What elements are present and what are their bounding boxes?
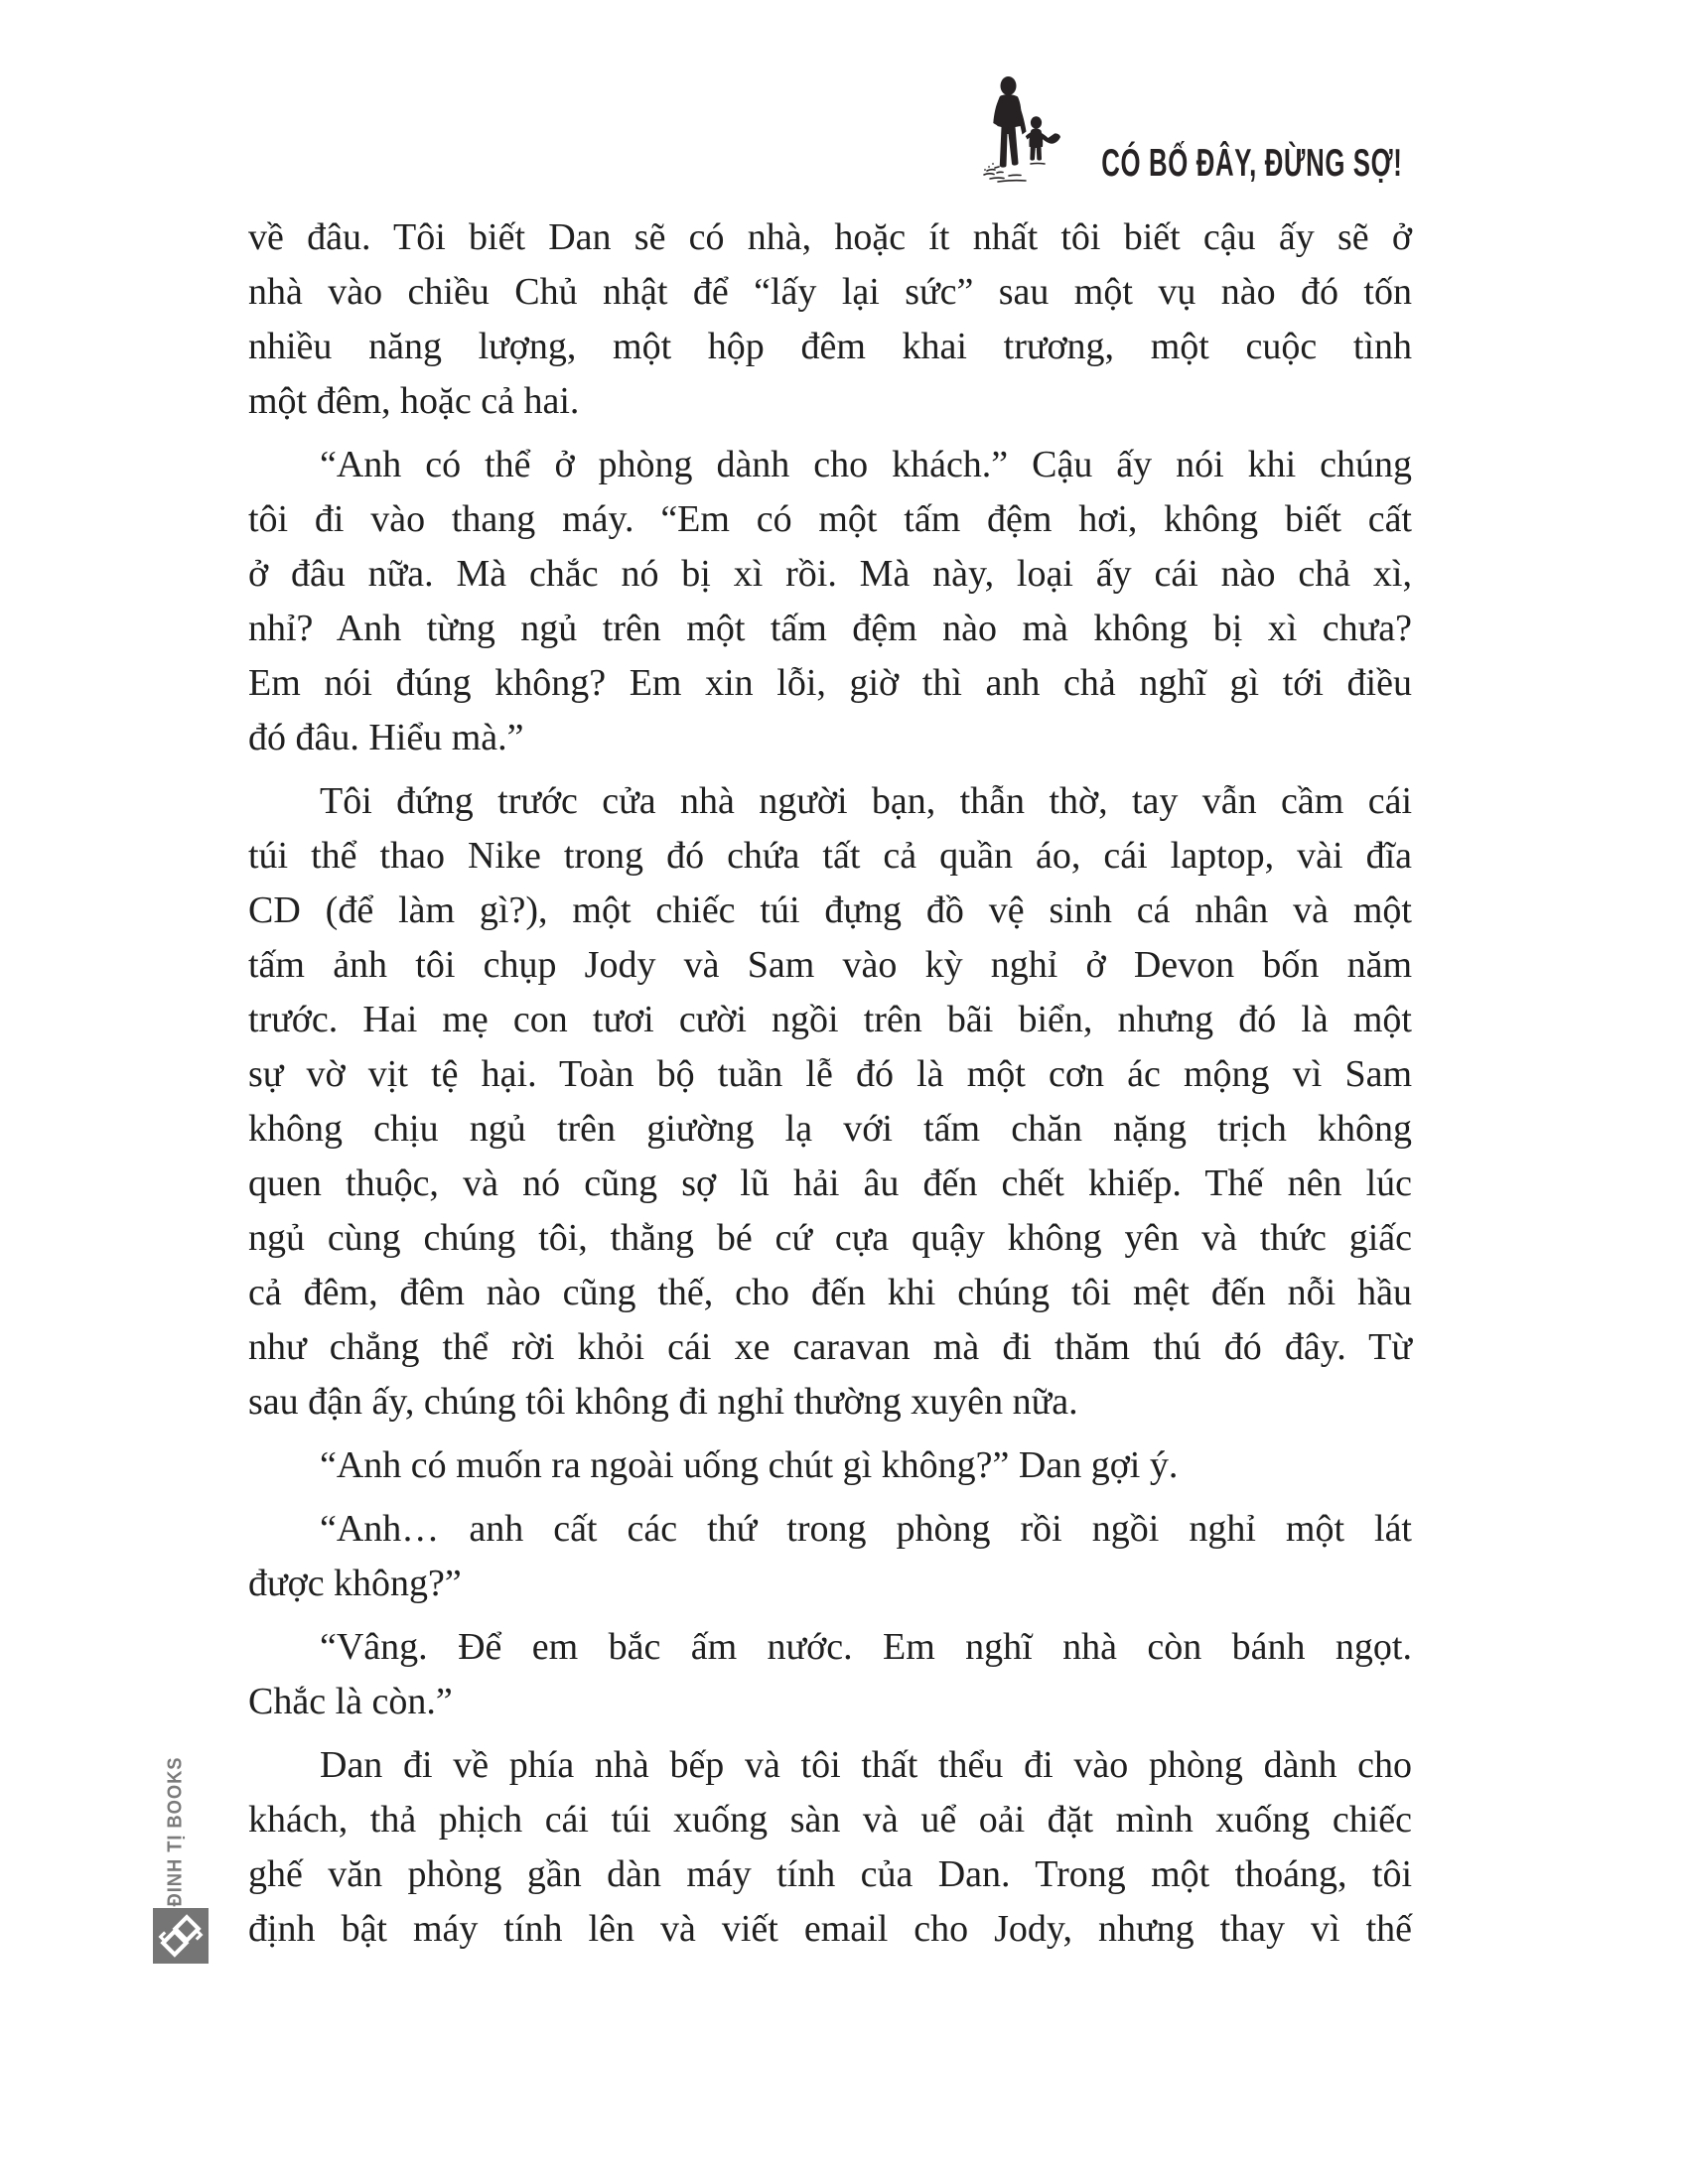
paragraph [248,210,1412,429]
text-block [248,210,1412,1966]
text-line: “Anh… anh cất các thứ trong phòng rồi ngồi nghỉ một lát [320,1508,1412,1550]
paragraph [248,1738,1412,1957]
text-line: tôi đi vào thang máy. “Em có một tấm đệm hơi, không biết cất [248,498,1412,540]
paragraph [248,1502,1412,1611]
text-line: tấm ảnh tôi chụp Jody và Sam vào kỳ nghỉ ở Devon bốn năm [248,944,1412,986]
text-line: như chẳng thể rời khỏi cái xe caravan mà đi thăm thú đó đây. Từ [248,1326,1412,1368]
text-line: “Anh có muốn ra ngoài uống chút gì không?” Dan gợi ý. [320,1444,1179,1486]
text-line: ngủ cùng chúng tôi, thằng bé cứ cựa quậy không yên và thức giấc [248,1217,1412,1259]
text-line: trước. Hai mẹ con tươi cười ngồi trên bãi biển, nhưng đó là một [248,999,1412,1040]
text-line: Em nói đúng không? Em xin lỗi, giờ thì anh chả nghĩ gì tới điều [248,662,1412,704]
text-line: khách, thả phịch cái túi xuống sàn và uể oải đặt mình xuống chiếc [248,1799,1412,1841]
dinh-ti-logo-icon [153,1908,209,1964]
paragraph [248,438,1412,765]
text-line: cả đêm, đêm nào cũng thế, cho đến khi chúng tôi mệt đến nỗi hầu [248,1272,1412,1313]
father-child-silhouette-icon [981,75,1085,187]
text-line: sự vờ vịt tệ hại. Toàn bộ tuần lễ đó là một cơn ác mộng vì Sam [248,1053,1412,1095]
text-line: định bật máy tính lên và viết email cho Jody, nhưng thay vì thế [248,1908,1412,1950]
text-line: CD (để làm gì?), một chiếc túi đựng đồ vệ sinh cá nhân và một [248,889,1412,931]
text-line: nhà vào chiều Chủ nhật để “lấy lại sức” sau một vụ nào đó tốn [248,271,1412,313]
text-line: đó đâu. Hiểu mà.” [248,717,524,758]
text-line: “Anh có thể ở phòng dành cho khách.” Cậu ấy nói khi chúng [320,444,1412,485]
text-line: sau đận ấy, chúng tôi không đi nghỉ thường xuyên nữa. [248,1381,1078,1423]
publisher-vertical-text: ĐINH TỊ BOOKS [164,1756,187,1907]
text-line: Tôi đứng trước cửa nhà người bạn, thẫn thờ, tay vẫn cầm cái [320,780,1412,822]
text-line: ghế văn phòng gần dàn máy tính của Dan. Trong một thoáng, tôi [248,1853,1412,1895]
text-line: túi thể thao Nike trong đó chứa tất cả quần áo, cái laptop, vài đĩa [248,835,1412,877]
text-line: Chắc là còn.” [248,1681,453,1722]
paragraph [248,1620,1412,1729]
text-line: ở đâu nữa. Mà chắc nó bị xì rồi. Mà này, loại ấy cái nào chả xì, [248,553,1412,595]
text-line: quen thuộc, và nó cũng sợ lũ hải âu đến chết khiếp. Thế nên lúc [248,1162,1412,1204]
text-line: nhiều năng lượng, một hộp đêm khai trương, một cuộc tình [248,326,1412,367]
text-line: Dan đi về phía nhà bếp và tôi thất thểu đi vào phòng dành cho [320,1744,1412,1786]
book-title-header: CÓ BỐ ĐÂY, ĐỪNG SỢ! [1100,142,1402,185]
paragraph [248,1438,1412,1493]
paragraph [248,774,1412,1430]
text-line: được không?” [248,1563,462,1604]
text-line: “Vâng. Để em bắc ấm nước. Em nghĩ nhà còn bánh ngọt. [320,1626,1412,1668]
text-line: nhỉ? Anh từng ngủ trên một tấm đệm nào mà không bị xì chưa? [248,608,1412,649]
text-line: không chịu ngủ trên giường lạ với tấm chăn nặng trịch không [248,1108,1412,1150]
text-line: về đâu. Tôi biết Dan sẽ có nhà, hoặc ít nhất tôi biết cậu ấy sẽ ở [248,216,1412,258]
text-line: một đêm, hoặc cả hai. [248,380,580,422]
